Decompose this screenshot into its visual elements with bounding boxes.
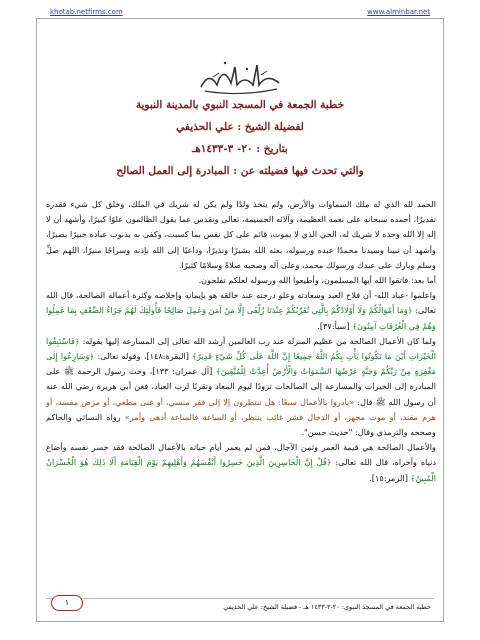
body-paragraph [46,197,436,273]
body-text: ولما كان الأعمال الصالحة من عظيم المنزلة عند رب العالمين أرشد الله تعالى إلى المسارعة إليها بقوله: [79,335,436,346]
sermon-date: بتاريخ : ٢٠- ٣-١٤٣٣هـ [192,143,288,155]
footer-divider [46,598,434,599]
quran-verse: ﴿فَاسْتَبِقُوا الْخَيْرَاتِ أَيْنَ مَا تَكُونُوا يَأْتِ بِكُمُ اللَّهُ جَمِيعًا إِنَّ اللَّهَ عَلَى كُلِّ شَيْءٍ قَدِيرٌ﴾ [46,335,436,362]
body-text: [سبأ:٣٧]. [317,320,353,331]
basmala-calligraphy-image [195,57,285,97]
body-text: رواه النسائي والحاكم وصححه والترمذي وقال: "حديث حسن". [46,411,436,438]
body-paragraph [46,334,436,440]
body-text: والأعمال الصالحة هي قيمة العمر وثمن الآجال، فمن لم يعمر أيام حياته بالأعمال الصالحة فقد خسر نفسه وأضاع دنياه وأخراه، قال الله تعالى: [46,442,437,468]
quran-verse: ﴿وَمَا أَمْوَالُكُمْ وَلَا أَوْلَادُكُمْ بِالَّتِي تُقَرِّبُكُمْ عِنْدَنَا زُلْفَى إِلَّا مَنْ آمَنَ وَعَمِلَ صَالِحًا فَأُولَئِكَ لَهُمْ جَزَاءُ الضِّعْفِ بِمَا عَمِلُوا وَهُمْ فِي الْغُرُفَاتِ آمِنُونَ﴾ [46,305,436,331]
hadith-text: «بادروا بالأعمال سبعًا: هل تنتظرون إلا إلى فقر منسي، أو غنى مطغي، أو مرض مفسد، أو هرم مفند، أو موت مجهز، أو الدجال فشر غائب ينتظر، أو الساعة فالساعة أدهى وأمر» [46,396,436,422]
body-text: [آل عمران: ١٣٣]، وحث رسول الرحمة ﷺ على المبادرة إلى الخيرات والمسارعة إلى الصالحات تزودًا ليوم المعاد وتقربًا لرب العباد، فعن أبي هريرة رضي الله عنه أن رسول الله ﷺ قال: [46,366,437,407]
body-text: واعلموا -عباد الله- أن فلاح العبد وسعادته وعلو درجته عند خالقه هو بإيمانه وإخلاصه وكثرة أعماله الصالحة، قال الله تعالى: [46,290,437,316]
sheikh-name: لفضيلة الشيخ : علي الحذيفي [176,121,304,133]
body-text: الحمد لله الذي له ملك السماوات والأرض، ولم يتخذ ولدًا ولم يكن له شريك في الملك، وخلق كل شيء فقدره تقديرًا، أحمده سبحانه على نعمه العظيمة، وآلائه الجسيمة، تعالى وتقدس عما يقول الظالمون علوًا كبيرًا، وأشهد أن لا إله إلا الله وحده لا شريك له، الحي الذي لا يموت، قائم على كل نفس بما كسبت، وكفى به بذنوب عباده خبيرًا بصيرًا، وأشهد أن نبينا وسيدنا محمدًا عبده ورسوله، بعثه الله بشيرًا ونذيرًا، وداعيًا إلى الله بإذنه وسراجًا منيرًا، اللهم صلِّ وسلم وبارك على عبدك ورسولك محمد، وعلى آله وصحبه صلاةً وسلامًا كثيرًا. [46,199,436,270]
page-footer [37,598,443,615]
body-text: [الزمر:١٥]. [369,472,411,483]
body-text: أما بعد: فاتقوا الله أيها المسلمون، وأطيعوا الله ورسوله لعلكم تفلحون. [198,275,436,286]
document-page [36,18,444,622]
body-text: [البقرة:١٤٨]، وقوله تعالى: [94,351,193,362]
page-number-badge: ١ [51,595,83,611]
header-link-left[interactable]: khotab.netfirms.com [50,8,123,16]
sermon-topic: والتي تحدث فيها فضيلته عن : المبادرة إلى العمل الصالح [116,165,364,177]
header-link-right[interactable]: www.alminbar.net [367,8,430,16]
footer-text: خطبة الجمعة في المسجد النبوي: ٢٠-٣-١٤٣٣ هـ - فضيلة الشيخ: علي الحذيفي [223,603,431,611]
sermon-title: خطبة الجمعة في المسجد النبوي بالمدينة النبوية [135,99,345,111]
sermon-body [46,197,436,486]
body-paragraph [46,440,436,486]
basmala-calligraphy [37,57,443,101]
quran-verse: ﴿قُلْ إِنَّ الْخَاسِرِينَ الَّذِينَ خَسِرُوا أَنْفُسَهُمْ وَأَهْلِيهِمْ يَوْمَ الْقِيَامَةِ أَلَا ذَلِكَ هُوَ الْخُسْرَانُ الْمُبِينُ﴾ [46,457,436,483]
body-paragraph [46,288,436,334]
body-paragraph [46,273,436,288]
quran-verse: ﴿وَسَارِعُوا إِلَى مَغْفِرَةٍ مِنْ رَبِّكُمْ وَجَنَّةٍ عَرْضُهَا السَّمَوَاتُ وَالْأَرْضُ أُعِدَّتْ لِلْمُتَّقِينَ﴾ [46,351,436,377]
